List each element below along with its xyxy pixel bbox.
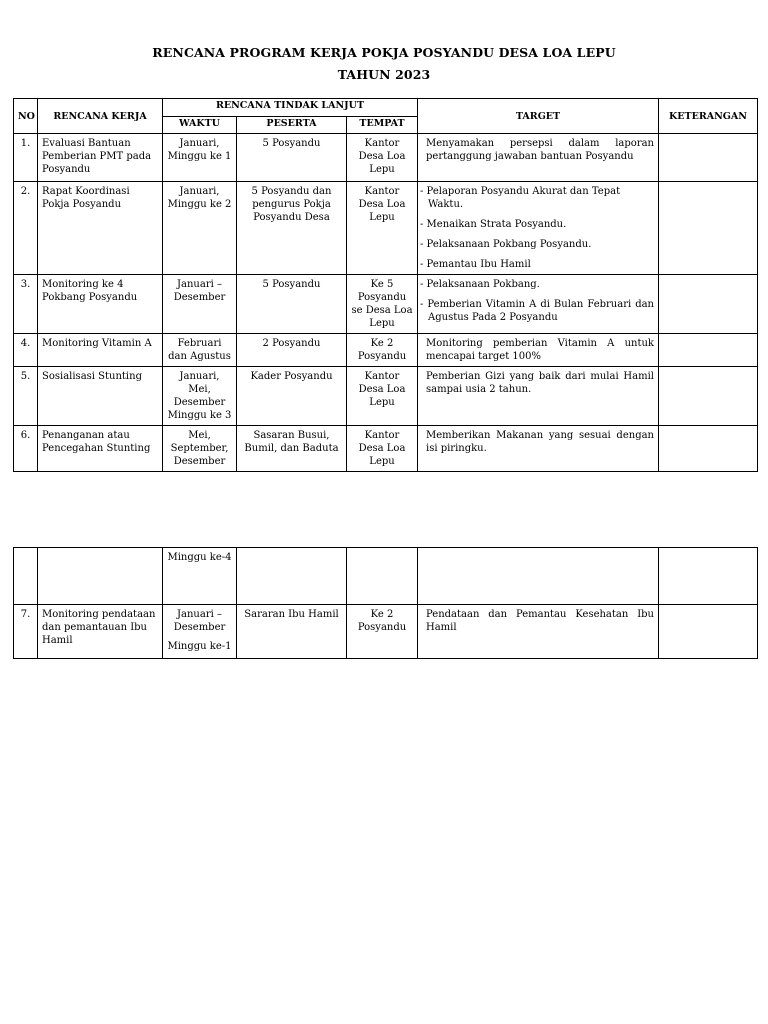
row-waktu: Februari dan Agustus	[163, 334, 237, 367]
row-peserta: Kader Posyandu	[237, 367, 347, 426]
row-rencana-kerja	[38, 548, 163, 605]
waktu-range: Januari – Desember	[173, 609, 226, 633]
header-target: TARGET	[418, 99, 659, 134]
row-no: 2.	[14, 182, 38, 275]
row-waktu: Januari, Minggu ke 1	[163, 134, 237, 182]
row-peserta: Sararan Ibu Hamil	[237, 605, 347, 659]
table-row	[14, 426, 758, 472]
row-peserta: 5 Posyandu	[237, 134, 347, 182]
work-plan-table	[13, 98, 758, 472]
table-row	[14, 334, 758, 367]
row-target: Menyamakan persepsi dalam laporan pertanggung jawaban bantuan Posyandu	[418, 134, 659, 182]
row-peserta: Sasaran Busui, Bumil, dan Baduta	[237, 426, 347, 472]
target-item: - Pemantau Ibu Hamil	[420, 259, 531, 270]
row-tempat: Ke 2 Posyandu	[347, 334, 418, 367]
table-row-continuation	[14, 548, 758, 605]
target-item: - Pemberian Vitamin A di Bulan Februari dan Agustus Pada 2 Posyandu	[420, 299, 654, 323]
row-target: Pemberian Gizi yang baik dari mulai Hamil sampai usia 2 tahun.	[418, 367, 659, 426]
header-rencana-kerja: RENCANA KERJA	[38, 99, 163, 134]
document-title: RENCANA PROGRAM KERJA POKJA POSYANDU DESA LOA LEPU	[152, 45, 616, 60]
row-tempat	[347, 548, 418, 605]
row-peserta: 2 Posyandu	[237, 334, 347, 367]
row-target: Memberikan Makanan yang sesuai dengan isi piringku.	[418, 426, 659, 472]
row-keterangan	[659, 605, 758, 659]
row-rencana-kerja: Monitoring ke 4 Pokbang Posyandu	[38, 275, 163, 334]
row-rencana-kerja: Monitoring pendataan dan pemantauan Ibu Hamil	[38, 605, 163, 659]
row-rencana-kerja: Sosialisasi Stunting	[38, 367, 163, 426]
target-item: - Pelaksanaan Pokbang Posyandu.	[420, 239, 592, 250]
header-no: NO	[14, 99, 38, 134]
row-keterangan	[659, 548, 758, 605]
header-rencana-tindak-lanjut: RENCANA TINDAK LANJUT	[163, 99, 418, 117]
target-item: - Menaikan Strata Posyandu.	[420, 219, 567, 230]
row-keterangan	[659, 134, 758, 182]
row-keterangan	[659, 426, 758, 472]
table-row	[14, 182, 758, 275]
row-waktu: Januari, Mei, Desember Minggu ke 3	[163, 367, 237, 426]
row-rencana-kerja: Monitoring Vitamin A	[38, 334, 163, 367]
row-no: 4.	[14, 334, 38, 367]
row-target: Pendataan dan Pemantau Kesehatan Ibu Hamil	[418, 605, 659, 659]
document-year: TAHUN 2023	[337, 67, 431, 82]
row-tempat: Ke 5 Posyandu se Desa Loa Lepu	[347, 275, 418, 334]
row-no: 1.	[14, 134, 38, 182]
row-peserta: 5 Posyandu	[237, 275, 347, 334]
row-waktu: Mei, September, Desember	[163, 426, 237, 472]
target-item: - Pelaksanaan Pokbang.	[420, 279, 540, 290]
header-tempat: TEMPAT	[347, 117, 418, 134]
row-no: 5.	[14, 367, 38, 426]
row-peserta: 5 Posyandu dan pengurus Pokja Posyandu Desa	[237, 182, 347, 275]
row-no: 7.	[14, 605, 38, 659]
table-row	[14, 275, 758, 334]
row-target	[418, 548, 659, 605]
header-waktu: WAKTU	[163, 117, 237, 134]
row-waktu: Minggu ke-4	[163, 548, 237, 605]
row-tempat: Kantor Desa Loa Lepu	[347, 182, 418, 275]
row-peserta	[237, 548, 347, 605]
row-waktu: Januari – Desember	[163, 275, 237, 334]
row-rencana-kerja: Evaluasi Bantuan Pemberian PMT pada Posyandu	[38, 134, 163, 182]
row-tempat: Ke 2 Posyandu	[347, 605, 418, 659]
row-waktu	[163, 605, 237, 659]
row-no: 6.	[14, 426, 38, 472]
row-tempat: Kantor Desa Loa Lepu	[347, 367, 418, 426]
row-tempat: Kantor Desa Loa Lepu	[347, 134, 418, 182]
row-keterangan	[659, 275, 758, 334]
row-keterangan	[659, 367, 758, 426]
header-keterangan: KETERANGAN	[659, 99, 758, 134]
row-no: 3.	[14, 275, 38, 334]
table-row	[14, 605, 758, 659]
row-waktu: Januari, Minggu ke 2	[163, 182, 237, 275]
row-target-list	[418, 182, 659, 275]
row-target-list	[418, 275, 659, 334]
row-no	[14, 548, 38, 605]
work-plan-table-continued	[13, 547, 758, 659]
waktu-week: Minggu ke-1	[167, 641, 232, 652]
row-rencana-kerja: Penanganan atau Pencegahan Stunting	[38, 426, 163, 472]
table-row	[14, 134, 758, 182]
row-rencana-kerja: Rapat Koordinasi Pokja Posyandu	[38, 182, 163, 275]
row-tempat: Kantor Desa Loa Lepu	[347, 426, 418, 472]
table-row	[14, 367, 758, 426]
row-target: Monitoring pemberian Vitamin A untuk mencapai target 100%	[418, 334, 659, 367]
row-keterangan	[659, 182, 758, 275]
target-item: - Pelaporan Posyandu Akurat dan Tepat Waktu.	[420, 186, 621, 210]
header-peserta: PESERTA	[237, 117, 347, 134]
row-keterangan	[659, 334, 758, 367]
